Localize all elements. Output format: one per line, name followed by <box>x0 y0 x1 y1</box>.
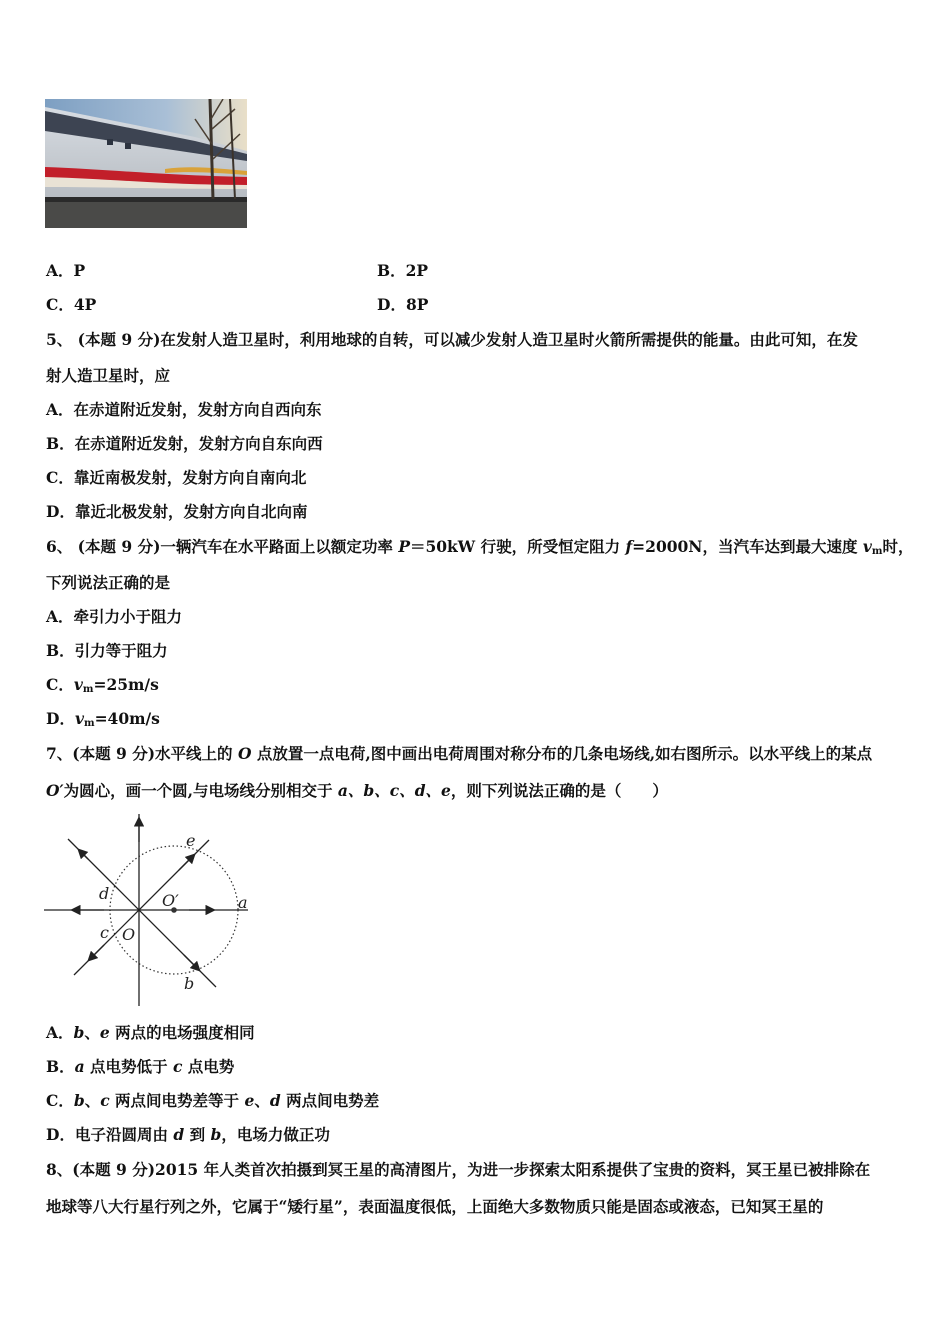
var-c: c <box>100 1091 110 1110</box>
q7-option-a <box>46 1023 255 1043</box>
label-b: b <box>184 974 195 993</box>
q7-option-b <box>46 1057 234 1077</box>
q8-stem-line1: 8、(本题 9 分)2015 年人类首次拍摄到冥王星的高清图片，为进一步探索太阳系提供了宝贵的资料，冥王星已被排除在 <box>46 1160 871 1179</box>
option-text: 到 <box>184 1125 211 1144</box>
var-v: v <box>74 709 84 728</box>
q7-stem-part: 7、(本题 9 分)水平线上的 <box>46 744 238 763</box>
option-prefix: C． <box>46 675 74 694</box>
q5-option-d: D．靠近北极发射，发射方向自北向南 <box>46 502 308 521</box>
var-d: d <box>173 1125 185 1144</box>
electric-field-diagram <box>44 812 254 1008</box>
var-c: c <box>172 1057 183 1076</box>
label-o-prime: O′ <box>162 891 179 910</box>
train-photo <box>45 99 247 228</box>
option-text: 点电势 <box>182 1057 235 1076</box>
q6-option-b: B．引力等于阻力 <box>46 641 168 660</box>
q6-stem-part: =2000N，当汽车达到最大速度 <box>632 537 863 556</box>
option-text: 两点的电场强度相同 <box>109 1023 255 1042</box>
var-b: b <box>73 1023 85 1042</box>
label-e: e <box>186 831 196 850</box>
option-text: 两点间电势差等于 <box>109 1091 245 1110</box>
var-e: e <box>99 1023 110 1042</box>
option-text: =25m/s <box>93 675 159 694</box>
q6-var-v: v <box>862 537 872 556</box>
separator: 、 <box>84 1023 100 1042</box>
q6-option-c <box>46 675 159 700</box>
q6-option-a: A．牵引力小于阻力 <box>46 607 183 626</box>
q7-stem-part: 为圆心，画一个圆,与电场线分别相交于 <box>63 781 338 800</box>
q4-option-a: A．P <box>46 261 86 280</box>
q6-var-p: P <box>398 537 410 556</box>
label-c: c <box>100 923 109 942</box>
q7-points: a、b、c、d、e <box>337 781 451 800</box>
option-prefix: D．电子沿圆周由 <box>46 1125 174 1144</box>
q7-option-c <box>46 1091 379 1111</box>
var-b: b <box>73 1091 85 1110</box>
label-a: a <box>238 893 248 912</box>
var-v: v <box>73 675 83 694</box>
q7-option-d <box>46 1125 330 1145</box>
separator: 、 <box>254 1091 270 1110</box>
var-e: e <box>244 1091 255 1110</box>
q7-stem-part: ，则下列说法正确的是（ ） <box>450 781 668 800</box>
q6-stem-line1 <box>46 537 914 562</box>
q8-stem-line2: 地球等八大行星行列之外，它属于“矮行星”，表面温度很低，上面绝大多数物质只能是固态或液态，已知冥王星的 <box>46 1197 824 1216</box>
label-d: d <box>99 884 110 903</box>
q6-stem-part: 时， <box>882 537 914 556</box>
option-text: =40m/s <box>94 709 160 728</box>
option-text: 两点间电势差 <box>280 1091 380 1110</box>
q6-stem-part: 6、 (本题 9 分)一辆汽车在水平路面上以额定功率 <box>46 537 399 556</box>
var-b: b <box>210 1125 222 1144</box>
var-sub: m <box>82 684 94 695</box>
q5-stem-line2: 射人造卫星时，应 <box>46 366 171 385</box>
var-a: a <box>74 1057 85 1076</box>
q5-option-c: C．靠近南极发射，发射方向自南向北 <box>46 468 307 487</box>
q5-option-a: A．在赤道附近发射，发射方向自西向东 <box>46 400 322 419</box>
q7-var-o-prime: O′ <box>46 781 64 800</box>
label-o: O <box>122 925 136 944</box>
q6-var-f: f <box>625 537 633 556</box>
q6-option-d <box>46 709 160 734</box>
q4-option-d: D．8P <box>377 295 429 314</box>
q4-option-b: B．2P <box>377 261 429 280</box>
var-d: d <box>269 1091 281 1110</box>
option-prefix: A． <box>46 1023 74 1042</box>
option-prefix: C． <box>46 1091 74 1110</box>
q7-var-o: O <box>237 744 252 763</box>
q5-option-b: B．在赤道附近发射，发射方向自东向西 <box>46 434 323 453</box>
option-prefix: B． <box>46 1057 75 1076</box>
q6-stem-part: ＝50kW 行驶，所受恒定阻力 <box>409 537 626 556</box>
option-prefix: D． <box>46 709 75 728</box>
separator: 、 <box>84 1091 101 1110</box>
q7-stem-line1 <box>46 744 872 764</box>
q7-stem-part: 点放置一点电荷,图中画出电荷周围对称分布的几条电场线,如右图所示。以水平线上的某点 <box>251 744 873 763</box>
q6-stem-line2: 下列说法正确的是 <box>46 573 171 592</box>
q7-stem-line2 <box>46 781 668 801</box>
option-text: 点电势低于 <box>84 1057 173 1076</box>
var-sub: m <box>83 718 95 729</box>
q6-var-sub: m <box>871 546 883 557</box>
option-text: ，电场力做正功 <box>221 1125 330 1144</box>
q4-option-c: C．4P <box>46 295 97 314</box>
q5-stem-line1: 5、 (本题 9 分)在发射人造卫星时，利用地球的自转，可以减少发射人造卫星时火箭所需提供的能量。由此可知，在发 <box>46 330 858 349</box>
